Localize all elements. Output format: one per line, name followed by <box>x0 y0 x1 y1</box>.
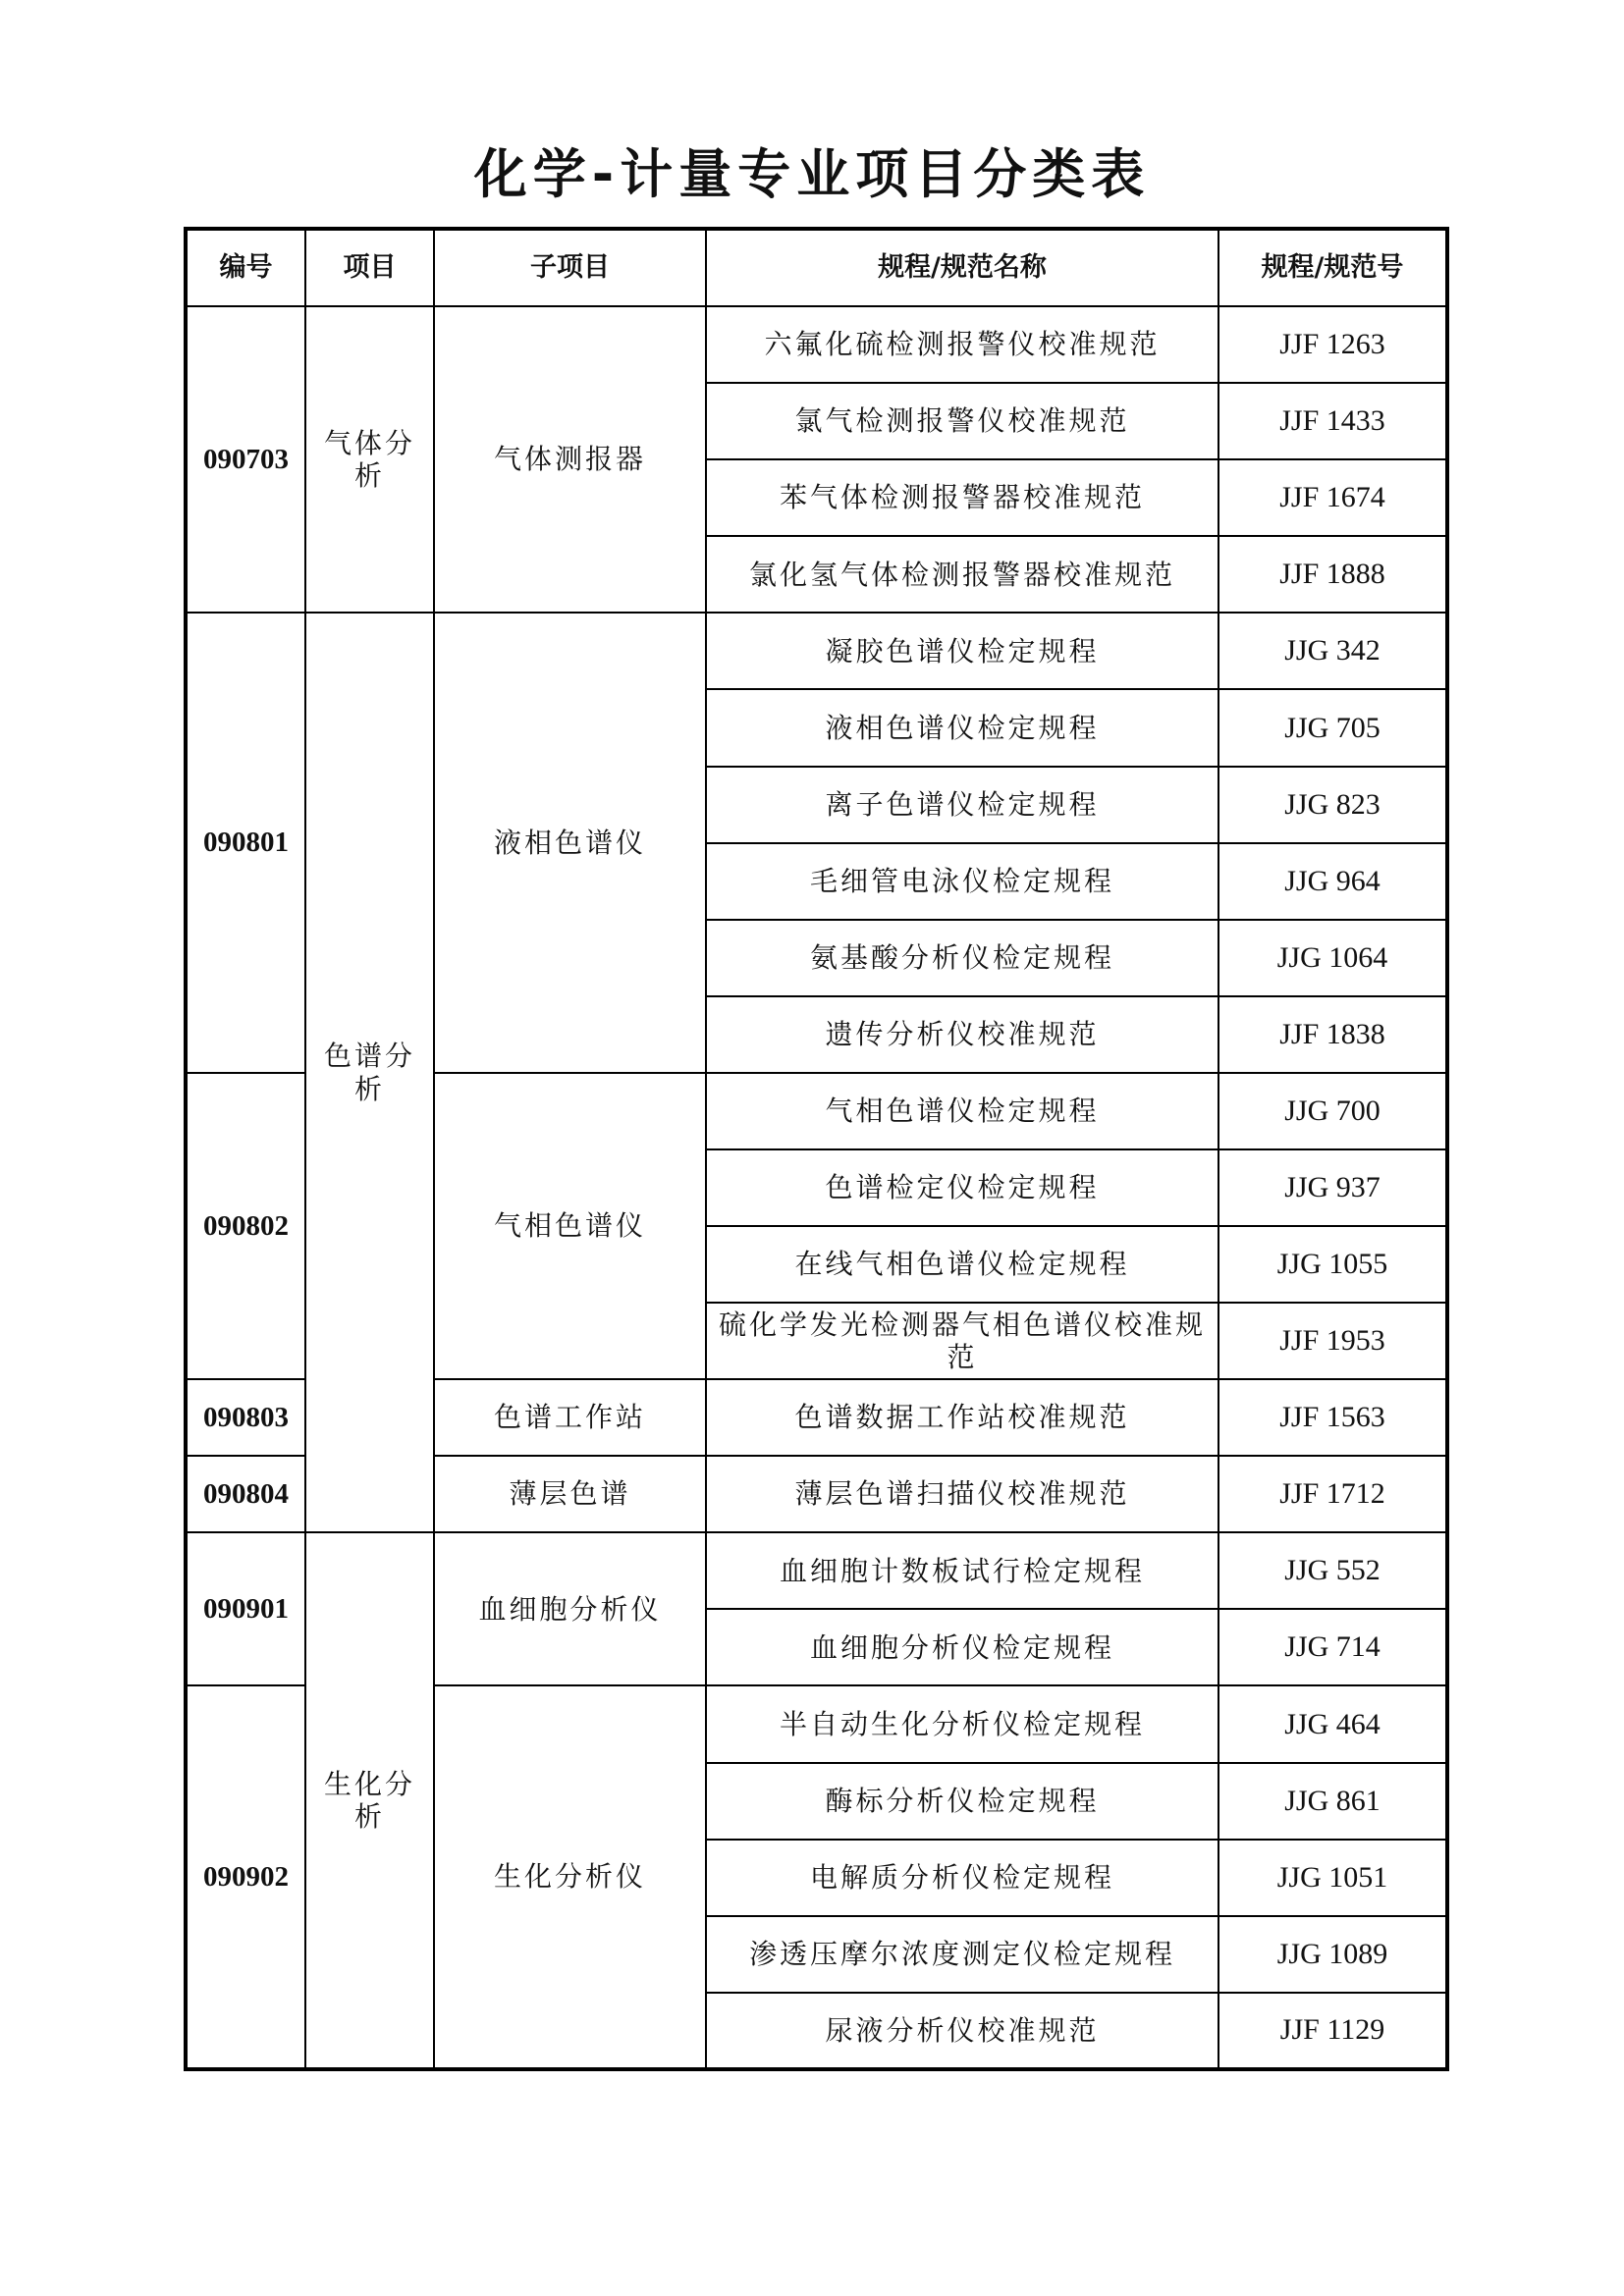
classification-table <box>184 227 1449 2071</box>
spec-name-cell: 氯气检测报警仪校准规范 <box>706 383 1218 459</box>
code-cell: 090802 <box>186 1073 305 1379</box>
spec-no-cell: JJF 1953 <box>1218 1303 1447 1379</box>
spec-no-cell: JJG 937 <box>1218 1149 1447 1226</box>
subproject-cell: 液相色谱仪 <box>434 613 706 1072</box>
spec-no-cell: JJG 1064 <box>1218 920 1447 996</box>
code-cell: 090901 <box>186 1532 305 1685</box>
header-subproject: 子项目 <box>434 229 706 306</box>
spec-no-cell: JJG 1089 <box>1218 1916 1447 1993</box>
spec-no-cell: JJG 1051 <box>1218 1840 1447 1916</box>
spec-no-cell: JJF 1129 <box>1218 1993 1447 2069</box>
spec-name-cell: 血细胞计数板试行检定规程 <box>706 1532 1218 1609</box>
spec-name-cell: 毛细管电泳仪检定规程 <box>706 843 1218 920</box>
spec-no-cell: JJG 964 <box>1218 843 1447 920</box>
spec-name-cell: 气相色谱仪检定规程 <box>706 1073 1218 1149</box>
subproject-cell: 色谱工作站 <box>434 1379 706 1456</box>
spec-name-cell: 六氟化硫检测报警仪校准规范 <box>706 306 1218 383</box>
header-code: 编号 <box>186 229 305 306</box>
project-cell: 生化分析 <box>305 1532 434 2069</box>
spec-no-cell: JJG 705 <box>1218 689 1447 766</box>
spec-name-cell: 氨基酸分析仪检定规程 <box>706 920 1218 996</box>
table-row <box>186 613 1447 689</box>
spec-no-cell: JJG 552 <box>1218 1532 1447 1609</box>
spec-no-cell: JJF 1888 <box>1218 536 1447 613</box>
code-cell: 090801 <box>186 613 305 1072</box>
spec-name-cell: 血细胞分析仪检定规程 <box>706 1609 1218 1685</box>
spec-name-cell: 色谱数据工作站校准规范 <box>706 1379 1218 1456</box>
page-title: 化学-计量专业项目分类表 <box>473 143 1151 205</box>
spec-no-cell: JJF 1563 <box>1218 1379 1447 1456</box>
code-cell: 090804 <box>186 1456 305 1532</box>
spec-name-cell: 渗透压摩尔浓度测定仪检定规程 <box>706 1916 1218 1993</box>
subproject-cell: 气相色谱仪 <box>434 1073 706 1379</box>
spec-name-cell: 酶标分析仪检定规程 <box>706 1763 1218 1840</box>
spec-no-cell: JJF 1712 <box>1218 1456 1447 1532</box>
spec-name-cell: 薄层色谱扫描仪校准规范 <box>706 1456 1218 1532</box>
spec-no-cell: JJF 1674 <box>1218 459 1447 536</box>
spec-no-cell: JJG 1055 <box>1218 1226 1447 1303</box>
spec-name-cell: 电解质分析仪检定规程 <box>706 1840 1218 1916</box>
code-cell: 090703 <box>186 306 305 613</box>
spec-no-cell: JJG 342 <box>1218 613 1447 689</box>
spec-name-cell: 半自动生化分析仪检定规程 <box>706 1685 1218 1762</box>
spec-name-cell: 苯气体检测报警器校准规范 <box>706 459 1218 536</box>
project-cell: 色谱分析 <box>305 613 434 1532</box>
spec-no-cell: JJG 464 <box>1218 1685 1447 1762</box>
header-project: 项目 <box>305 229 434 306</box>
header-spec-no: 规程/规范号 <box>1218 229 1447 306</box>
spec-no-cell: JJF 1263 <box>1218 306 1447 383</box>
spec-name-cell: 离子色谱仪检定规程 <box>706 767 1218 843</box>
subproject-cell: 血细胞分析仪 <box>434 1532 706 1685</box>
spec-name-cell: 硫化学发光检测器气相色谱仪校准规范 <box>706 1303 1218 1379</box>
spec-name-cell: 在线气相色谱仪检定规程 <box>706 1226 1218 1303</box>
spec-name-cell: 尿液分析仪校准规范 <box>706 1993 1218 2069</box>
table-row <box>186 1532 1447 1609</box>
subproject-cell: 气体测报器 <box>434 306 706 613</box>
spec-no-cell: JJG 700 <box>1218 1073 1447 1149</box>
header-spec-name: 规程/规范名称 <box>706 229 1218 306</box>
spec-name-cell: 液相色谱仪检定规程 <box>706 689 1218 766</box>
subproject-cell: 生化分析仪 <box>434 1685 706 2069</box>
spec-name-cell: 遗传分析仪校准规范 <box>706 996 1218 1073</box>
spec-no-cell: JJG 714 <box>1218 1609 1447 1685</box>
spec-no-cell: JJG 861 <box>1218 1763 1447 1840</box>
table-row <box>186 306 1447 383</box>
project-cell: 气体分析 <box>305 306 434 613</box>
code-cell: 090803 <box>186 1379 305 1456</box>
code-cell: 090902 <box>186 1685 305 2069</box>
subproject-cell: 薄层色谱 <box>434 1456 706 1532</box>
spec-name-cell: 凝胶色谱仪检定规程 <box>706 613 1218 689</box>
spec-no-cell: JJG 823 <box>1218 767 1447 843</box>
spec-name-cell: 色谱检定仪检定规程 <box>706 1149 1218 1226</box>
header-row <box>186 229 1447 306</box>
spec-no-cell: JJF 1433 <box>1218 383 1447 459</box>
spec-no-cell: JJF 1838 <box>1218 996 1447 1073</box>
spec-name-cell: 氯化氢气体检测报警器校准规范 <box>706 536 1218 613</box>
